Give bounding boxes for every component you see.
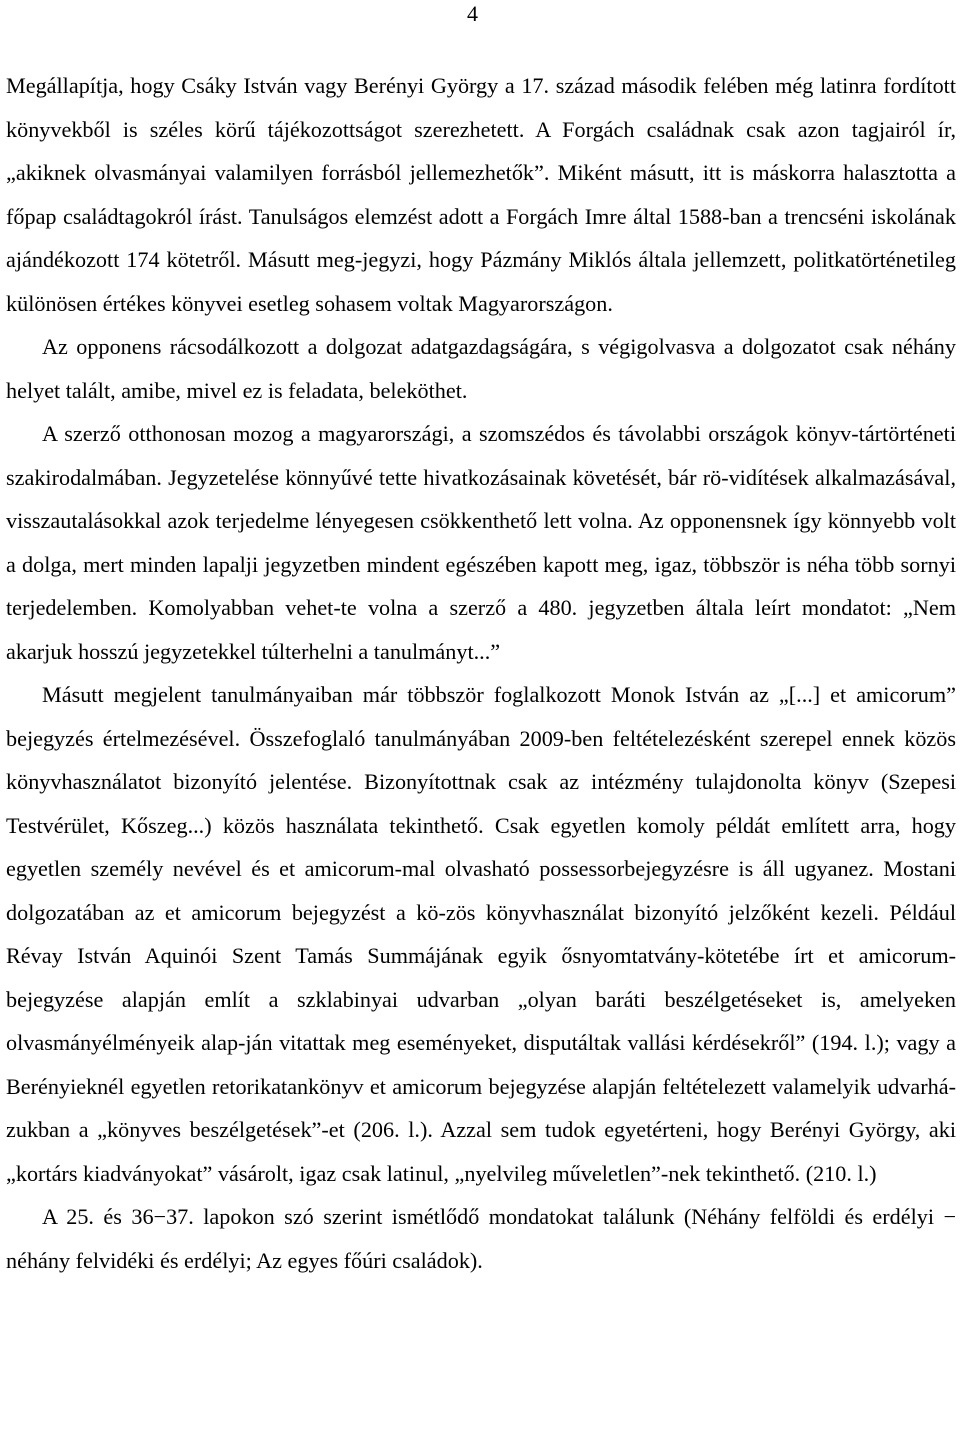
paragraph: A szerző otthonosan mozog a magyarországi, a szomszédos és távolabbi országok könyv-tártörténeti szakirodalmában. Jegyzetelése könnyűvé tette hivatkozásainak követését, bár rö-vidítések alkalmazásával, visszautalásokkal azok terjedelme lényegesen csökkenthető lett volna. Az opponensnek így könnyebb volt a dolga, mert minden lapalji jegyzetben mindent egészében kapott meg, igaz, többször is néha több sornyi terjedelemben. Komolyabban vehet-te volna a szerző a 480. jegyzetben általa leírt mondatot: „Nem akarjuk hosszú jegyzetekkel túlterhelni a tanulmányt...” [6,421,956,664]
document-body [6,64,956,1282]
paragraph: Az opponens rácsodálkozott a dolgozat adatgazdagságára, s végigolvasva a dolgozatot csak néhány helyet talált, amibe, mivel ez is feladata, beleköthet. [6,334,956,403]
page-number: 4 [467,1,478,26]
paragraph: Másutt megjelent tanulmányaiban már többször foglalkozott Monok István az „[...] et amicorum” bejegyzés értelmezésével. Összefoglaló tanulmányában 2009-ben feltételezésként szerepel ennek közös könyvhasználatot bizonyító jelentése. Bizonyítottnak csak az intézmény tulajdonolta könyv (Szepesi Testvérület, Kőszeg...) közös használata tekinthető. Csak egyetlen komoly példát említett arra, hogy egyetlen személy nevével és et amicorum-mal olvasható possessorbejegyzésre is áll ugyanez. Mostani dolgozatában az et amicorum bejegyzést a kö-zös könyvhasználat bizonyító jelzőként kezeli. Például Révay István Aquinói Szent Tamás Summájának egyik ősnyomtatvány-kötetébe írt et amicorum-bejegyzése alapján említ a szklabinyai udvarban „olyan baráti beszélgetéseket is, amelyeken olvasmányélményeik alap-ján vitattak meg eseményeket, disputáltak vallási kérdésekről” (194. l.); vagy a Berényieknél egyetlen retorikatankönyv et amicorum bejegyzése alapján feltételezett valamelyik udvarhá-zukban a „könyves beszélgetések”-et (206. l.). Azzal sem tudok egyetérteni, hogy Berényi György, aki „kortárs kiadványokat” vásárolt, igaz csak latinul, „nyelvileg műveletlen”-nek tekinthető. (210. l.) [6,682,956,1186]
paragraph: Megállapítja, hogy Csáky István vagy Berényi György a 17. század második felében még latinra fordított könyvekből is széles körű tájékozottságot szerezhetett. A Forgách családnak csak azon tagjairól ír, „akiknek olvasmányai valamilyen forrásból jellemezhetők”. Miként másutt, itt is máskorra halasztotta a főpap családtagokról írást. Tanulságos elemzést adott a Forgách Imre által 1588-ban a trencséni iskolának ajándékozott 174 kötetről. Másutt meg-jegyzi, hogy Pázmány Miklós általa jellemzett, politkatörténetileg különösen értékes könyvei esetleg sohasem voltak Magyarországon. [6,73,956,316]
paragraph: A 25. és 36−37. lapokon szó szerint ismétlődő mondatokat találunk (Néhány felföldi és erdélyi − néhány felvidéki és erdélyi; Az egyes főúri családok). [6,1204,956,1273]
